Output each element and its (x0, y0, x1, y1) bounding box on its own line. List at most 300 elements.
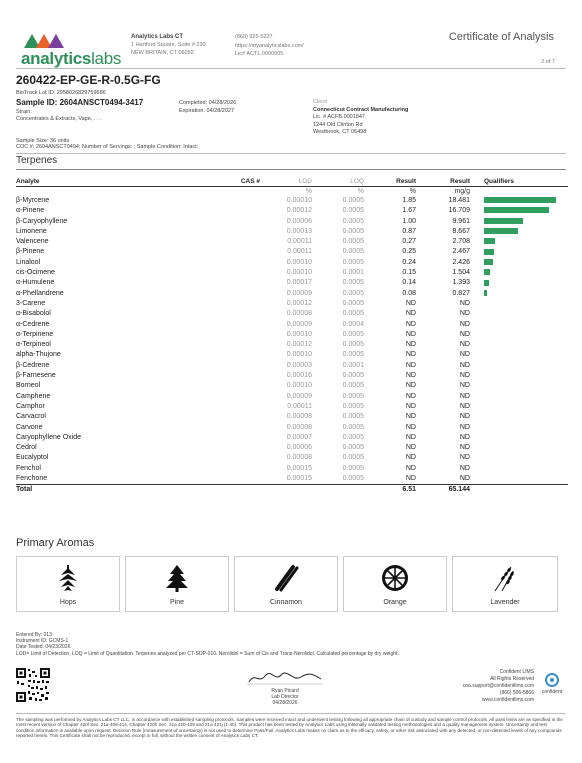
header-divider (16, 68, 566, 69)
result-cell: ND (405, 392, 416, 400)
lod-cell: 0.00010 (286, 351, 312, 359)
lod-cell: 0.00003 (286, 361, 312, 369)
lod-cell: 0.00011 (287, 402, 312, 410)
result-bar (484, 259, 493, 265)
table-row (16, 433, 568, 443)
qualifier-cell (470, 268, 568, 278)
loq-cell: 0.0001 (342, 269, 364, 277)
result-mg-cell: ND (459, 320, 470, 328)
result-mg-cell: ND (459, 475, 470, 483)
table-row (16, 268, 568, 278)
hops-icon (53, 563, 83, 593)
cas-cell (190, 258, 260, 268)
qualifier-cell (470, 371, 568, 381)
table-row (16, 330, 568, 340)
qualifier-cell (470, 309, 568, 319)
result-cell: ND (405, 423, 416, 431)
result-mg-cell: ND (459, 464, 470, 472)
table-row (16, 289, 568, 299)
qualifier-cell (470, 361, 568, 371)
loq-cell: 0.0005 (342, 444, 364, 452)
cas-cell (190, 402, 260, 412)
result-cell: ND (405, 464, 416, 472)
cas-cell (190, 196, 260, 206)
cas-cell (190, 340, 260, 350)
table-row (16, 412, 568, 422)
expiration-date: Expiration: 04/28/2027 (179, 108, 235, 114)
signature-image (245, 670, 325, 686)
aroma-card-pine (125, 556, 229, 612)
lod-cell: 0.00010 (286, 269, 312, 277)
lab-license: Lic# ACTL.0000005 (235, 51, 284, 57)
lims-phone: (866) 506-5866 (499, 690, 534, 696)
result-cell: ND (405, 382, 416, 390)
cas-cell (190, 247, 260, 257)
result-mg-cell: ND (459, 341, 470, 349)
result-mg-cell: ND (459, 392, 470, 400)
document-title: Certificate of Analysis (448, 31, 554, 43)
lod-cell: 0.00015 (286, 464, 312, 472)
aroma-label: Pine (169, 599, 184, 606)
lod-cell: 0.00009 (286, 320, 312, 328)
lod-cell: 0.00009 (286, 392, 312, 400)
primary-aromas-title: Primary Aromas (16, 537, 95, 549)
loq-cell: 0.0005 (342, 207, 364, 215)
qualifier-cell (470, 196, 568, 206)
table-row (16, 227, 568, 237)
result-cell: ND (405, 372, 416, 380)
biotrack-id: BioTrack Lot ID: 2958026829759686 (16, 90, 106, 96)
analyte-cell: Fenchol (16, 464, 41, 472)
unit-result-mg: mg/g (454, 188, 470, 195)
strain: Strain: (16, 109, 32, 115)
lab-address-line-1: 1 Hartford Square, Suite # 230 (131, 42, 206, 48)
confident-logo (538, 673, 566, 695)
qualifier-cell (470, 464, 568, 474)
lavender-icon (489, 563, 519, 593)
result-bar (484, 197, 556, 203)
cas-cell (190, 268, 260, 278)
result-cell: 0.15 (402, 269, 416, 277)
result-bar (484, 207, 549, 213)
table-row (16, 217, 568, 227)
col-qualifiers: Qualifiers (470, 176, 568, 187)
orange-icon (380, 563, 410, 593)
result-mg-cell: ND (459, 444, 470, 452)
qualifier-cell (470, 258, 568, 268)
qualifier-cell (470, 237, 568, 247)
qualifier-cell (470, 453, 568, 463)
analyte-cell: Borneol (16, 382, 41, 390)
table-row (16, 371, 568, 381)
loq-cell: 0.0005 (342, 258, 364, 266)
lod-cell: 0.00010 (286, 382, 312, 390)
cas-cell (190, 443, 260, 453)
cas-cell (190, 320, 260, 330)
terpenes-table (16, 176, 568, 496)
analyte-cell: α-Terpineol (16, 341, 51, 349)
loq-cell: 0.0004 (342, 320, 364, 328)
cas-cell (190, 309, 260, 319)
result-cell: ND (405, 444, 416, 452)
lims-name: Confident LIMS (499, 669, 534, 675)
analyte-cell: Camphene (16, 392, 51, 400)
client-address-1: 1244 Old Clinton Rd (313, 121, 363, 128)
col-loq: LOQ (312, 176, 364, 187)
result-cell: 0.25 (402, 248, 416, 256)
result-mg-cell: 0.827 (452, 289, 470, 297)
analyte-cell: β-Caryophyllene (16, 217, 68, 225)
result-mg-cell: ND (459, 299, 470, 307)
result-cell: ND (405, 413, 416, 421)
cinnamon-icon (271, 563, 301, 593)
lod-cell: 0.00013 (286, 227, 312, 235)
qualifier-cell (470, 206, 568, 216)
sample-dates (179, 99, 236, 115)
result-bar (484, 269, 490, 275)
terpenes-top-divider (16, 153, 566, 154)
qualifier-cell (470, 299, 568, 309)
lod-cell: 0.00011 (287, 248, 312, 256)
lod-cell: 0.00015 (286, 475, 312, 483)
qualifier-cell (470, 289, 568, 299)
aroma-label: Orange (383, 599, 407, 606)
table-row (16, 464, 568, 474)
table-row (16, 237, 568, 247)
cas-cell (190, 474, 260, 485)
loq-cell: 0.0005 (342, 475, 364, 483)
analyte-cell: alpha-Thujone (16, 351, 61, 359)
qualifier-cell (470, 381, 568, 391)
result-mg-cell: ND (459, 382, 470, 390)
cas-cell (190, 330, 260, 340)
result-cell: ND (405, 299, 416, 307)
analyte-cell: β-Myrcene (16, 197, 50, 204)
sample-code: 260422-EP-GE-R-0.5G-FG (16, 73, 161, 87)
result-mg-cell: ND (459, 310, 470, 318)
loq-cell: 0.0005 (342, 464, 364, 472)
cas-cell (190, 289, 260, 299)
cas-cell (190, 464, 260, 474)
analyte-cell: Fenchone (16, 475, 48, 483)
page-number: 2 of 7 (541, 59, 555, 65)
cas-cell (190, 217, 260, 227)
date-tested: Date Tested: 04/23/2026 (16, 644, 71, 651)
loq-cell: 0.0005 (342, 289, 364, 297)
sign-date: 04/28/2026 (272, 700, 298, 706)
aroma-card-hops (16, 556, 120, 612)
lab-website[interactable]: https://myanalyticslabs.com/ (235, 42, 304, 49)
completed-date: Completed: 04/28/2026 (179, 100, 237, 106)
col-lod: LOD (260, 176, 312, 187)
analyte-cell: 3-Carene (16, 299, 46, 307)
result-mg-cell: ND (459, 433, 470, 441)
lod-cell: 0.00012 (286, 207, 312, 215)
lab-contact (235, 33, 304, 59)
result-cell: 0.08 (402, 289, 416, 297)
cas-cell (190, 206, 260, 216)
loq-cell: 0.0005 (342, 310, 364, 318)
sample-id: Sample ID: 2604ANSCT0494-3417 (16, 98, 144, 107)
units-row (16, 187, 568, 197)
signer-name: Ryan Picard (271, 688, 299, 694)
analyte-cell: α-Pinene (16, 207, 45, 215)
client-info (313, 99, 408, 137)
lims-website[interactable]: www.confidentlims.com (482, 697, 534, 703)
lims-info (458, 669, 534, 704)
analyte-cell: Linalool (16, 258, 41, 266)
result-mg-cell: ND (459, 402, 470, 410)
disclaimer: The sampling was performed by Analytics Labs CT LLC, in accordance with established sampling protocols. Samples were received intact and underwent testing following all appropriate chain of custody and sample control protocols. All pass limits are as specified in the most recent version of Chapter 420f Sec. 21a-408-414, Chapter 420h Sec. 21a 420-429 and 21a 421j (1-40). This product has been tested by Analytics Labs using internally validated testing methodologies and a quality management system. Uncertainty and test condition information is available upon request. Decision Rule (measurement of uncertainty) is not used to determine Pass/Fail. Analytics Labs makes no claim as to the efficacy, safety, or other risk associated with any detected, or non-detected levels of any compounds reported herein. This Certificate shall not be reproduced, except in full, without the written consent of Analytics Labs CT. (16, 717, 563, 739)
result-bar (484, 218, 523, 224)
cas-cell (190, 453, 260, 463)
qualifier-cell (470, 350, 568, 360)
loq-cell: 0.0005 (342, 330, 364, 338)
result-cell: 0.24 (402, 258, 416, 266)
analyte-cell: Eucalyptol (16, 454, 49, 462)
aroma-card-lavender (452, 556, 558, 612)
col-cas: CAS # (190, 176, 260, 187)
cas-cell (190, 361, 260, 371)
table-row (16, 453, 568, 463)
table-row (16, 474, 568, 485)
confident-logo-text: confident (541, 689, 563, 695)
lims-email[interactable]: coa.support@confidentlims.com (462, 683, 534, 689)
aroma-card-orange (343, 556, 447, 612)
result-mg-cell: 18.481 (448, 197, 470, 204)
loq-cell: 0.0005 (342, 197, 364, 204)
loq-cell: 0.0001 (342, 361, 364, 369)
loq-cell: 0.0005 (342, 227, 364, 235)
loq-cell: 0.0005 (342, 454, 364, 462)
analyte-cell: α-Terpinene (16, 330, 54, 338)
result-mg-cell: ND (459, 330, 470, 338)
unit-result: % (409, 188, 416, 195)
cas-cell (190, 237, 260, 247)
analyte-cell: α-Cedrene (16, 320, 50, 328)
total-result-mg: 65.144 (416, 485, 470, 496)
table-row (16, 350, 568, 360)
cas-cell (190, 392, 260, 402)
result-bar (484, 249, 494, 255)
qualifier-cell (470, 217, 568, 227)
lod-cell: 0.00012 (286, 299, 312, 307)
result-cell: ND (405, 475, 416, 483)
qualifier-cell (470, 392, 568, 402)
table-row (16, 443, 568, 453)
total-row (16, 485, 568, 496)
result-mg-cell: 1.504 (452, 269, 470, 277)
analyte-cell: Carvone (16, 423, 43, 431)
analyte-cell: α-Bisabolol (16, 310, 51, 318)
result-mg-cell: ND (459, 372, 470, 380)
col-result-mg: Result (416, 176, 470, 187)
loq-cell: 0.0005 (342, 299, 364, 307)
result-cell: ND (405, 351, 416, 359)
result-cell: 0.87 (402, 227, 416, 235)
loq-cell: 0.0005 (342, 341, 364, 349)
total-result: 6.51 (364, 485, 416, 496)
result-cell: ND (405, 310, 416, 318)
analyte-cell: Camphor (16, 402, 45, 410)
sample-category: Concentrates & Extracts, Vape, . . . (16, 116, 102, 122)
analyte-cell: Valencene (16, 238, 49, 246)
table-row (16, 392, 568, 402)
loq-cell: 0.0005 (342, 279, 364, 287)
signer-title: Lab Director (271, 694, 299, 700)
loq-cell: 0.0005 (342, 238, 364, 246)
lod-cell: 0.00007 (286, 433, 312, 441)
qualifier-cell (470, 433, 568, 443)
result-mg-cell: 2.708 (452, 238, 470, 246)
aroma-label: Lavender (490, 599, 520, 606)
qualifier-cell (470, 330, 568, 340)
footer-divider (16, 713, 566, 714)
analyte-cell: Carvacrol (16, 413, 46, 421)
result-mg-cell: 2.467 (452, 248, 470, 256)
logo-text: analyticslabs (21, 49, 122, 68)
unit-lod: % (305, 188, 312, 195)
aroma-card-cinnamon (234, 556, 338, 612)
qualifier-cell (470, 474, 568, 485)
loq-cell: 0.0005 (342, 248, 364, 256)
cas-cell (190, 227, 260, 237)
result-cell: ND (405, 320, 416, 328)
analyte-cell: α-Humulene (16, 279, 55, 287)
result-cell: 0.14 (402, 279, 416, 287)
instrument-id: Instrument ID: GCMS-1 (16, 638, 69, 645)
cas-cell (190, 371, 260, 381)
pine-icon (162, 563, 192, 593)
loq-cell: 0.0005 (342, 413, 364, 421)
lab-name: Analytics Labs CT (131, 34, 184, 40)
lod-cell: 0.00016 (286, 372, 312, 380)
lod-cell: 0.00017 (286, 279, 312, 287)
result-cell: 0.27 (402, 238, 416, 246)
qualifier-cell (470, 443, 568, 453)
unit-loq: % (357, 188, 364, 195)
client-license: Lic. # ACFB.0001847 (313, 114, 365, 120)
col-result: Result (364, 176, 416, 187)
result-mg-cell: 9.961 (452, 217, 470, 225)
table-row (16, 206, 568, 216)
cas-cell (190, 299, 260, 309)
col-analyte: Analyte (16, 176, 190, 187)
loq-cell: 0.0005 (342, 217, 364, 225)
result-bar (484, 280, 489, 286)
confident-logo-icon (545, 673, 559, 687)
result-cell: ND (405, 330, 416, 338)
qualifier-cell (470, 278, 568, 288)
lod-cell: 0.00008 (286, 310, 312, 318)
table-row (16, 299, 568, 309)
cas-cell (190, 350, 260, 360)
lod-cell: 0.00010 (286, 258, 312, 266)
result-mg-cell: ND (459, 361, 470, 369)
lod-cell: 0.00009 (286, 289, 312, 297)
cas-cell (190, 423, 260, 433)
result-mg-cell: 1.393 (452, 279, 470, 287)
result-mg-cell: 8.667 (452, 227, 470, 235)
result-cell: ND (405, 454, 416, 462)
entered-by: Entered By: 013 (16, 632, 52, 638)
coc-info: COC #: 2604ANSCT0494; Number of Servings: ; Sample Condition: Intact; (16, 144, 199, 150)
table-row (16, 320, 568, 330)
test-metadata (16, 632, 399, 657)
qualifier-cell (470, 320, 568, 330)
result-cell: ND (405, 433, 416, 441)
lod-cell: 0.00011 (287, 238, 312, 246)
loq-cell: 0.0005 (342, 392, 364, 400)
lab-info (131, 33, 206, 57)
lims-rights: All Rights Reserved (490, 676, 534, 682)
qualifier-cell (470, 412, 568, 422)
result-mg-cell: 2.426 (452, 258, 470, 266)
result-mg-cell: ND (459, 351, 470, 359)
qualifier-cell (470, 402, 568, 412)
total-label: Total (16, 485, 190, 496)
client-address-2: Westbrook, CT 06498 (313, 129, 367, 135)
analyte-cell: β-Farnesene (16, 372, 56, 380)
result-bar (484, 238, 495, 244)
result-mg-cell: ND (459, 454, 470, 462)
result-bar (484, 228, 518, 234)
result-mg-cell: 16.709 (448, 207, 470, 215)
lod-cell: 0.00008 (286, 454, 312, 462)
loq-cell: 0.0005 (342, 433, 364, 441)
sample-size: Sample Size: 36 units (16, 138, 70, 144)
analyte-cell: Caryophyllene Oxide (16, 433, 81, 441)
terpenes-title-divider (16, 169, 566, 170)
loq-cell: 0.0005 (342, 351, 364, 359)
cas-cell (190, 278, 260, 288)
client-name: Connecticut Contract Manufacturing (313, 106, 409, 113)
lod-cell: 0.00008 (286, 423, 312, 431)
result-cell: 1.67 (402, 207, 416, 215)
table-row (16, 247, 568, 257)
table-row (16, 278, 568, 288)
terpenes-header-row (16, 176, 568, 187)
table-row (16, 309, 568, 319)
qualifier-cell (470, 227, 568, 237)
result-cell: ND (405, 361, 416, 369)
analyte-cell: α-Phellandrene (16, 289, 64, 297)
aroma-label: Cinnamon (270, 599, 302, 606)
qualifier-cell (470, 340, 568, 350)
table-row (16, 402, 568, 412)
cas-cell (190, 433, 260, 443)
qr-code[interactable] (16, 668, 50, 702)
loq-cell: 0.0005 (342, 382, 364, 390)
lod-cell: 0.00012 (286, 341, 312, 349)
lab-phone: (860) 925-5227 (235, 34, 273, 40)
lab-address-line-2: NEW BRITAIN, CT 06052 (131, 50, 194, 56)
analyte-cell: Cedrol (16, 444, 37, 452)
legend-note: LOD= Limit of Detection, LOQ = Limit of Quantitation. Terpenes analyzed per CT-SOP-010. Nerolidol = Sum of Cis and Trans-Nerolidol. Calculated percentage by dry weight. (16, 650, 399, 657)
lod-cell: 0.00010 (286, 197, 312, 204)
result-cell: ND (405, 402, 416, 410)
cas-cell (190, 381, 260, 391)
result-bar (484, 290, 487, 296)
aroma-label: Hops (59, 599, 77, 606)
terpenes-title: Terpenes (16, 155, 58, 166)
table-row (16, 381, 568, 391)
signature-block (235, 670, 335, 710)
table-row (16, 196, 568, 206)
result-cell: 1.00 (402, 217, 416, 225)
result-mg-cell: ND (459, 423, 470, 431)
lod-cell: 0.00006 (286, 444, 312, 452)
